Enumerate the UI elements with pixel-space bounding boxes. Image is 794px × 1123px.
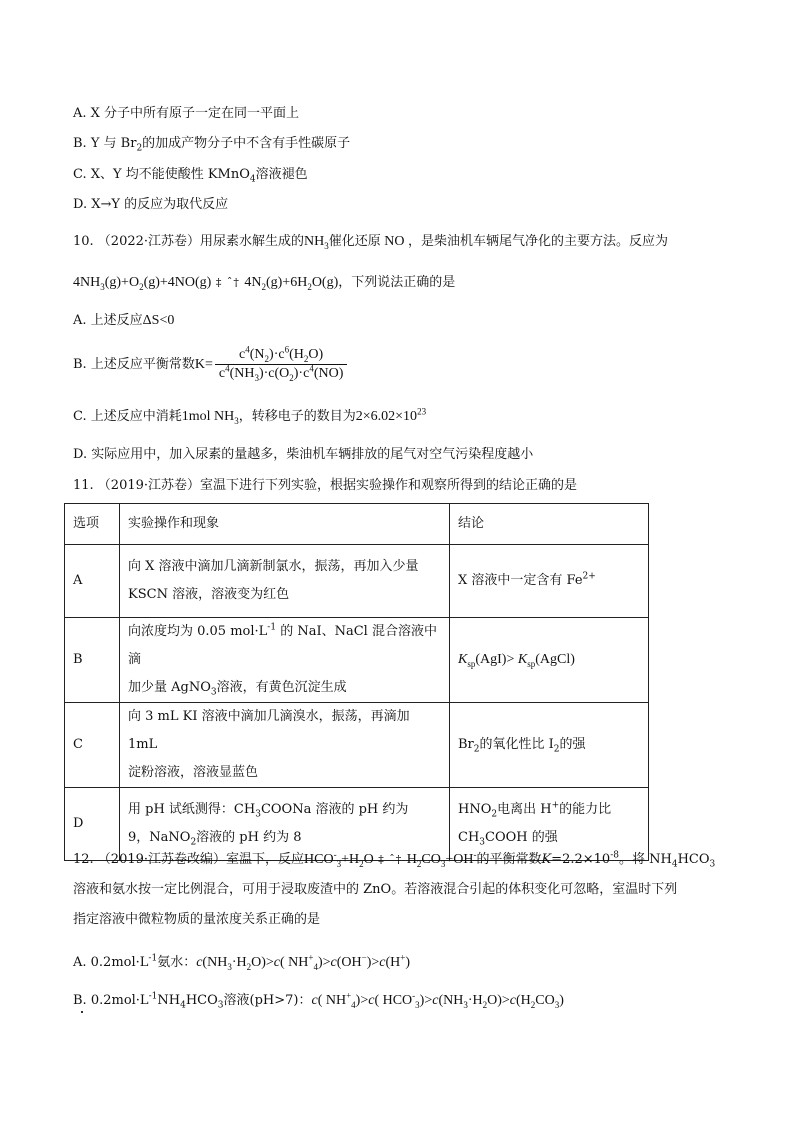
q12-stem-line2: 溶液和氨水按一定比例混合，可用于浸取废渣中的 ZnO。若溶液混合引起的体积变化可忽略，室温时下列 <box>73 882 678 897</box>
q9-option-c: C. X、Y 均不能使酸性 KMnO$_4$溶液褪色 <box>73 167 308 185</box>
q11-stem: 11. （2019·江苏卷）室温下进行下列实验，根据实验操作和观察所得到的结论正确的是 <box>73 478 578 493</box>
header-option: 选项 <box>65 504 120 545</box>
q10-option-a: A. 上述反应ΔS<0 <box>73 313 175 328</box>
q9-option-a: A. X 分子中所有原子一定在同一平面上 <box>73 106 300 121</box>
table-row: A 向 X 溶液中滴加几滴新制氯水，振荡，再加入少量 KSCN 溶液，溶液变为红色 X 溶液中一定含有 $Fe^{2+}$ <box>65 545 649 618</box>
q12-stem-line3: 指定溶液中微粒物质的量浓度关系正确的是 <box>73 912 321 927</box>
table-row: C 向 3 mL KI 溶液中滴加几滴溴水，振荡，再滴加 1mL 淀粉溶液，溶液显蓝色 $Br_2$的氧化性比 $I_2$的强 <box>65 703 649 788</box>
q12-stem-line1: 12. （2019·江苏卷改编）室温下，反应$HCO^-_3+H_2O$ ‡ ˆ† $H_2CO_3+OH^-$的平衡常数$K=2.2\times 10^{-8}$。将 $NH_4HCO_3$ <box>73 849 716 870</box>
q10-reaction-equation: $4NH_3(g)+O_2(g)+4NO(g)$ ‡ ˆ† $4N_2(g)+6H_2O(g)$，下列说法正确的是 <box>73 275 456 292</box>
q9-option-d: D. X→Y 的反应为取代反应 <box>73 197 229 212</box>
q9-option-b: B. Y 与 $Br_2$的加成产物分子中不含有手性碳原子 <box>73 136 351 154</box>
equilibrium-arrow-icon: ‡ ˆ† <box>373 853 407 866</box>
equilibrium-arrow-icon: ‡ ˆ† <box>211 276 245 289</box>
q10-option-d: D. 实际应用中，加入尿素的量越多，柴油机车辆排放的尾气对空气污染程度越小 <box>73 447 534 462</box>
experiment-table <box>64 503 649 861</box>
q10-option-b: B. 上述反应平衡常数K= $\frac{c^4(N_2)\cdot c^6(H_2O)}{c^4(NH_3)\cdot c(O_2)\cdot c^4(NO)}$ <box>73 345 349 385</box>
table-header-row <box>65 504 649 545</box>
q10-stem-line1: 10. （2022·江苏卷）用尿素水解生成的$NH_3$催化还原 NO ，是柴油机车辆尾气净化的主要方法。反应为 <box>73 234 669 251</box>
equilibrium-constant-fraction: $\frac{c^4(N_2)\cdot c^6(H_2O)}{c^4(NH_3)\cdot c(O_2)\cdot c^4(NO)}$ <box>215 346 348 383</box>
header-conclusion: 结论 <box>450 504 649 545</box>
decorative-dot <box>81 1011 83 1013</box>
header-operation: 实验操作和现象 <box>120 504 450 545</box>
q12-option-b: B. $0.2mol\cdot L^{-1}NH_4HCO_3$溶液(pH>7)：c( $NH^+_4)>c$( $HCO^-_3)>c(NH_3\cdot H_2O)>c(H_2CO_3)$ <box>73 990 564 1011</box>
table-row: B 向浓度均为 0.05 $mol\cdot L^{-1}$ 的 NaI、NaCl 混合溶液中滴 加少量 AgNO$_3$溶液，有黄色沉淀生成 $K_{sp}(AgI)>$ $K_{sp}(AgCl)$ <box>65 618 649 703</box>
q12-option-a: A. $0.2mol\cdot L^{-1}$氨水：$c(NH_3\cdot H_2O)>c$( $NH^+_4)>c(OH^-)>c(H^+)$ <box>73 952 411 972</box>
table-row: D 用 pH 试纸测得：$CH_3COONa$ 溶液的 pH 约为 9，NaNO$_2$溶液的 pH 约为 8 $HNO_2$电离出 H+的能力比 $CH_3COOH$ 的强 <box>65 788 649 861</box>
q10-option-c: C. 上述反应中消耗1mol $NH_3$，转移电子的数目为$2\times 6.02\times 10^{23}$ <box>73 406 427 426</box>
